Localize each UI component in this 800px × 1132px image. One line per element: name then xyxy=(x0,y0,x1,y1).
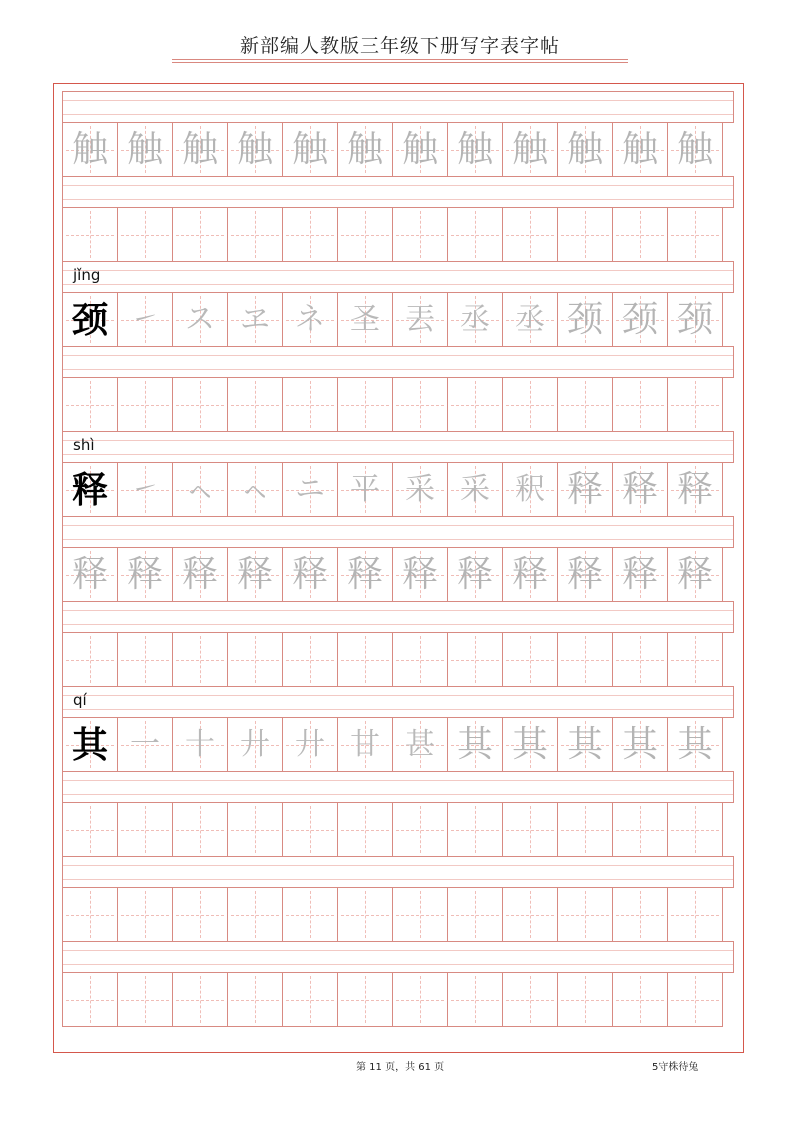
tianzige-cell[interactable] xyxy=(282,802,338,857)
pinyin-band xyxy=(62,91,734,123)
trace-character: 释 xyxy=(566,553,603,595)
pinyin-label: shì xyxy=(73,436,95,454)
tianzige-cell[interactable] xyxy=(667,377,723,432)
trace-character xyxy=(503,803,557,856)
trace-character: 其 xyxy=(676,723,713,765)
character-row xyxy=(62,292,734,347)
tianzige-cell[interactable] xyxy=(172,547,228,602)
trace-character xyxy=(118,803,172,856)
tianzige-cell[interactable] xyxy=(172,802,228,857)
tianzige-cell[interactable] xyxy=(117,377,173,432)
trace-character: 触 xyxy=(456,128,493,170)
lesson-label: 5守株待兔 xyxy=(652,1062,699,1073)
trace-character xyxy=(63,803,117,856)
trace-character: 触 xyxy=(621,128,658,170)
trace-character: 释 xyxy=(456,553,493,595)
tianzige-cell[interactable] xyxy=(337,547,393,602)
stroke-order-character: 甚 xyxy=(405,726,435,762)
tianzige-cell[interactable] xyxy=(667,887,723,942)
tianzige-cell[interactable] xyxy=(557,377,613,432)
tianzige-cell[interactable] xyxy=(282,462,338,517)
trace-character xyxy=(118,888,172,941)
stroke-order-character: 采 xyxy=(460,471,490,507)
tianzige-cell[interactable] xyxy=(337,802,393,857)
pinyin-band xyxy=(62,856,734,888)
tianzige-cell[interactable] xyxy=(612,802,668,857)
trace-character xyxy=(393,208,447,261)
tianzige-cell[interactable] xyxy=(117,292,173,347)
tianzige-cell[interactable] xyxy=(282,972,338,1027)
tianzige-cell[interactable] xyxy=(172,887,228,942)
tianzige-cell[interactable] xyxy=(62,207,118,262)
tianzige-cell[interactable] xyxy=(557,632,613,687)
trace-character xyxy=(448,888,502,941)
trace-character: 释 xyxy=(181,553,218,595)
trace-character: 释 xyxy=(511,553,548,595)
trace-character xyxy=(283,888,337,941)
tianzige-cell[interactable] xyxy=(502,207,558,262)
tianzige-cell[interactable] xyxy=(667,207,723,262)
tianzige-cell[interactable] xyxy=(612,292,668,347)
tianzige-cell[interactable] xyxy=(117,122,173,177)
tianzige-cell[interactable] xyxy=(502,887,558,942)
tianzige-cell[interactable] xyxy=(447,207,503,262)
character-row xyxy=(62,717,734,772)
stroke-order-character: ヱ xyxy=(240,301,270,337)
stroke-order-character: 甘 xyxy=(350,726,380,762)
tianzige-cell[interactable] xyxy=(62,462,118,517)
tianzige-cell[interactable] xyxy=(557,717,613,772)
trace-character xyxy=(173,633,227,686)
tianzige-cell[interactable] xyxy=(392,887,448,942)
tianzige-cell[interactable] xyxy=(62,717,118,772)
tianzige-cell[interactable] xyxy=(612,717,668,772)
trace-character xyxy=(393,378,447,431)
tianzige-cell[interactable] xyxy=(447,972,503,1027)
stroke-order-character: 采 xyxy=(405,471,435,507)
tianzige-cell[interactable] xyxy=(227,632,283,687)
trace-character xyxy=(668,633,722,686)
tianzige-cell[interactable] xyxy=(502,462,558,517)
trace-character: 颈 xyxy=(566,298,603,340)
tianzige-cell[interactable] xyxy=(227,207,283,262)
pinyin-band xyxy=(62,516,734,548)
trace-character xyxy=(503,208,557,261)
tianzige-cell[interactable] xyxy=(667,632,723,687)
trace-character xyxy=(228,803,282,856)
tianzige-cell[interactable] xyxy=(392,377,448,432)
tianzige-cell[interactable] xyxy=(557,887,613,942)
pinyin-band xyxy=(62,346,734,378)
tianzige-cell[interactable] xyxy=(557,122,613,177)
tianzige-cell[interactable] xyxy=(392,547,448,602)
trace-character: 释 xyxy=(236,553,273,595)
tianzige-cell[interactable] xyxy=(172,462,228,517)
tianzige-cell[interactable] xyxy=(337,377,393,432)
tianzige-cell[interactable] xyxy=(62,547,118,602)
tianzige-cell[interactable] xyxy=(62,632,118,687)
trace-character xyxy=(503,633,557,686)
trace-character xyxy=(228,208,282,261)
tianzige-cell[interactable] xyxy=(557,802,613,857)
trace-character xyxy=(63,378,117,431)
pinyin-band xyxy=(62,261,734,293)
tianzige-cell[interactable] xyxy=(172,972,228,1027)
tianzige-cell[interactable] xyxy=(502,547,558,602)
character-row xyxy=(62,547,734,602)
stroke-order-character: 釈 xyxy=(515,471,545,507)
trace-character xyxy=(63,633,117,686)
tianzige-cell[interactable] xyxy=(557,462,613,517)
trace-character: 触 xyxy=(291,128,328,170)
stroke-order-character: 丟 xyxy=(405,301,435,337)
trace-character xyxy=(558,888,612,941)
trace-character xyxy=(393,633,447,686)
trace-character xyxy=(613,378,667,431)
tianzige-cell[interactable] xyxy=(667,462,723,517)
tianzige-cell[interactable] xyxy=(447,632,503,687)
tianzige-cell[interactable] xyxy=(117,207,173,262)
tianzige-cell[interactable] xyxy=(172,292,228,347)
title-underline xyxy=(172,59,628,60)
pinyin-band xyxy=(62,771,734,803)
pinyin-band xyxy=(62,176,734,208)
tianzige-cell[interactable] xyxy=(502,292,558,347)
trace-character xyxy=(283,633,337,686)
stroke-order-character: 平 xyxy=(350,471,380,507)
tianzige-cell[interactable] xyxy=(282,292,338,347)
trace-character xyxy=(613,633,667,686)
trace-character: 其 xyxy=(621,723,658,765)
trace-character xyxy=(613,208,667,261)
stroke-order-character: ニ xyxy=(295,471,325,507)
tianzige-cell[interactable] xyxy=(282,547,338,602)
trace-character: 释 xyxy=(621,553,658,595)
tianzige-cell[interactable] xyxy=(447,887,503,942)
trace-character xyxy=(63,973,117,1026)
trace-character xyxy=(228,378,282,431)
tianzige-cell[interactable] xyxy=(667,292,723,347)
trace-character xyxy=(668,208,722,261)
tianzige-cell[interactable] xyxy=(117,462,173,517)
trace-character xyxy=(613,888,667,941)
tianzige-cell[interactable] xyxy=(612,547,668,602)
tianzige-cell[interactable] xyxy=(392,122,448,177)
tianzige-cell[interactable] xyxy=(612,887,668,942)
trace-character xyxy=(448,378,502,431)
stroke-order-character: 廾 xyxy=(295,726,325,762)
tianzige-cell[interactable] xyxy=(227,292,283,347)
trace-character xyxy=(503,378,557,431)
trace-character xyxy=(338,208,392,261)
tianzige-cell[interactable] xyxy=(227,887,283,942)
tianzige-cell[interactable] xyxy=(557,547,613,602)
tianzige-cell[interactable] xyxy=(282,122,338,177)
trace-character: 颈 xyxy=(621,298,658,340)
tianzige-cell[interactable] xyxy=(337,292,393,347)
tianzige-cell[interactable] xyxy=(392,632,448,687)
trace-character: 触 xyxy=(71,128,108,170)
tianzige-cell[interactable] xyxy=(447,717,503,772)
trace-character xyxy=(173,803,227,856)
tianzige-cell[interactable] xyxy=(172,207,228,262)
tianzige-cell[interactable] xyxy=(337,717,393,772)
trace-character xyxy=(393,973,447,1026)
tianzige-cell[interactable] xyxy=(117,717,173,772)
tianzige-cell[interactable] xyxy=(117,887,173,942)
trace-character xyxy=(228,973,282,1026)
model-character: 颈 xyxy=(71,298,108,341)
character-row xyxy=(62,122,734,177)
trace-character xyxy=(63,888,117,941)
trace-character xyxy=(228,888,282,941)
trace-character xyxy=(558,208,612,261)
title-underline xyxy=(172,62,628,63)
trace-character xyxy=(118,378,172,431)
tianzige-cell[interactable] xyxy=(227,547,283,602)
tianzige-cell[interactable] xyxy=(502,377,558,432)
trace-character xyxy=(558,633,612,686)
tianzige-cell[interactable] xyxy=(62,802,118,857)
model-character: 其 xyxy=(71,723,108,766)
trace-character xyxy=(668,973,722,1026)
tianzige-cell[interactable] xyxy=(337,887,393,942)
character-row xyxy=(62,377,734,432)
stroke-order-character: 十 xyxy=(185,726,215,762)
tianzige-cell[interactable] xyxy=(172,632,228,687)
character-row xyxy=(62,632,734,687)
model-character: 释 xyxy=(71,468,108,511)
character-row xyxy=(62,462,734,517)
trace-character xyxy=(283,208,337,261)
tianzige-cell[interactable] xyxy=(282,377,338,432)
tianzige-cell[interactable] xyxy=(62,292,118,347)
trace-character: 释 xyxy=(621,468,658,510)
trace-character: 颈 xyxy=(676,298,713,340)
trace-character xyxy=(173,973,227,1026)
tianzige-cell[interactable] xyxy=(667,972,723,1027)
trace-character: 触 xyxy=(126,128,163,170)
pinyin-band xyxy=(62,941,734,973)
stroke-order-character: 廾 xyxy=(240,726,270,762)
trace-character xyxy=(338,378,392,431)
trace-character xyxy=(448,803,502,856)
trace-character xyxy=(173,208,227,261)
tianzige-cell[interactable] xyxy=(117,972,173,1027)
trace-character: 触 xyxy=(346,128,383,170)
tianzige-cell[interactable] xyxy=(392,207,448,262)
tianzige-cell[interactable] xyxy=(392,802,448,857)
trace-character: 释 xyxy=(126,553,163,595)
character-row xyxy=(62,802,734,857)
tianzige-cell[interactable] xyxy=(392,292,448,347)
tianzige-cell[interactable] xyxy=(557,207,613,262)
tianzige-cell[interactable] xyxy=(62,887,118,942)
trace-character xyxy=(173,888,227,941)
trace-character: 释 xyxy=(566,468,603,510)
trace-character xyxy=(558,803,612,856)
trace-character: 触 xyxy=(181,128,218,170)
trace-character: 释 xyxy=(401,553,438,595)
tianzige-cell[interactable] xyxy=(172,377,228,432)
trace-character xyxy=(228,633,282,686)
tianzige-cell[interactable] xyxy=(447,292,503,347)
pinyin-band xyxy=(62,431,734,463)
trace-character xyxy=(668,888,722,941)
trace-character xyxy=(393,888,447,941)
tianzige-cell[interactable] xyxy=(337,632,393,687)
trace-character: 触 xyxy=(676,128,713,170)
tianzige-cell[interactable] xyxy=(447,462,503,517)
stroke-order-character: ㇀ xyxy=(130,471,160,507)
stroke-order-character: 一 xyxy=(130,726,160,762)
tianzige-cell[interactable] xyxy=(282,207,338,262)
trace-character xyxy=(283,973,337,1026)
trace-character xyxy=(668,803,722,856)
trace-character xyxy=(118,208,172,261)
trace-character: 触 xyxy=(566,128,603,170)
trace-character: 释 xyxy=(71,553,108,595)
pinyin-band xyxy=(62,686,734,718)
trace-character xyxy=(558,973,612,1026)
pinyin-label: jǐng xyxy=(73,266,101,284)
trace-character: 触 xyxy=(511,128,548,170)
trace-character: 其 xyxy=(511,723,548,765)
trace-character xyxy=(393,803,447,856)
tianzige-cell[interactable] xyxy=(227,717,283,772)
trace-character xyxy=(283,803,337,856)
trace-character xyxy=(448,633,502,686)
stroke-order-character: 丞 xyxy=(460,301,490,337)
pinyin-band xyxy=(62,601,734,633)
trace-character xyxy=(283,378,337,431)
tianzige-cell[interactable] xyxy=(282,887,338,942)
writing-grid xyxy=(62,91,734,1045)
trace-character xyxy=(613,973,667,1026)
trace-character: 触 xyxy=(401,128,438,170)
trace-character xyxy=(613,803,667,856)
tianzige-cell[interactable] xyxy=(612,122,668,177)
tianzige-cell[interactable] xyxy=(392,972,448,1027)
trace-character xyxy=(63,208,117,261)
trace-character: 其 xyxy=(456,723,493,765)
trace-character xyxy=(558,378,612,431)
stroke-order-character: ス xyxy=(185,301,215,337)
tianzige-cell[interactable] xyxy=(337,122,393,177)
trace-character: 释 xyxy=(676,553,713,595)
trace-character: 其 xyxy=(566,723,603,765)
tianzige-cell[interactable] xyxy=(172,717,228,772)
trace-character xyxy=(503,888,557,941)
tianzige-cell[interactable] xyxy=(557,972,613,1027)
tianzige-cell[interactable] xyxy=(227,462,283,517)
page-number: 第 11 页，共 61 页 xyxy=(356,1062,445,1073)
tianzige-cell[interactable] xyxy=(447,377,503,432)
pinyin-label: qí xyxy=(73,691,87,709)
trace-character xyxy=(118,973,172,1026)
tianzige-cell[interactable] xyxy=(282,632,338,687)
tianzige-cell[interactable] xyxy=(612,377,668,432)
trace-character: 释 xyxy=(676,468,713,510)
trace-character xyxy=(668,378,722,431)
tianzige-cell[interactable] xyxy=(667,802,723,857)
tianzige-cell[interactable] xyxy=(227,122,283,177)
trace-character xyxy=(338,633,392,686)
tianzige-cell[interactable] xyxy=(502,122,558,177)
tianzige-cell[interactable] xyxy=(337,207,393,262)
character-row xyxy=(62,207,734,262)
tianzige-cell[interactable] xyxy=(117,547,173,602)
tianzige-cell[interactable] xyxy=(392,717,448,772)
tianzige-cell[interactable] xyxy=(557,292,613,347)
tianzige-cell[interactable] xyxy=(612,632,668,687)
stroke-order-character: ㇸ xyxy=(240,471,270,507)
tianzige-cell[interactable] xyxy=(502,802,558,857)
tianzige-cell[interactable] xyxy=(227,377,283,432)
tianzige-cell[interactable] xyxy=(227,802,283,857)
trace-character xyxy=(503,973,557,1026)
tianzige-cell[interactable] xyxy=(62,122,118,177)
tianzige-cell[interactable] xyxy=(502,717,558,772)
tianzige-cell[interactable] xyxy=(612,207,668,262)
tianzige-cell[interactable] xyxy=(282,717,338,772)
tianzige-cell[interactable] xyxy=(227,972,283,1027)
tianzige-cell[interactable] xyxy=(62,972,118,1027)
trace-character xyxy=(118,633,172,686)
tianzige-cell[interactable] xyxy=(172,122,228,177)
tianzige-cell[interactable] xyxy=(337,462,393,517)
stroke-order-character: ネ xyxy=(295,301,325,337)
character-row xyxy=(62,887,734,942)
page-title: 新部编人教版三年级下册写字表字帖 xyxy=(239,35,560,57)
tianzige-cell[interactable] xyxy=(612,972,668,1027)
tianzige-cell[interactable] xyxy=(502,972,558,1027)
stroke-order-character: ㇸ xyxy=(185,471,215,507)
trace-character: 释 xyxy=(346,553,383,595)
stroke-order-character: 丞 xyxy=(515,301,545,337)
trace-character xyxy=(173,378,227,431)
tianzige-cell[interactable] xyxy=(117,802,173,857)
trace-character xyxy=(338,803,392,856)
trace-character xyxy=(448,973,502,1026)
trace-character: 释 xyxy=(291,553,328,595)
trace-character xyxy=(338,888,392,941)
tianzige-cell[interactable] xyxy=(337,972,393,1027)
trace-character xyxy=(338,973,392,1026)
trace-character xyxy=(448,208,502,261)
tianzige-cell[interactable] xyxy=(447,122,503,177)
stroke-order-character: ㇀ xyxy=(130,301,160,337)
tianzige-cell[interactable] xyxy=(502,632,558,687)
character-row xyxy=(62,972,734,1027)
tianzige-cell[interactable] xyxy=(392,462,448,517)
tianzige-cell[interactable] xyxy=(612,462,668,517)
stroke-order-character: 圣 xyxy=(350,301,380,337)
tianzige-cell[interactable] xyxy=(62,377,118,432)
trace-character: 触 xyxy=(236,128,273,170)
tianzige-cell[interactable] xyxy=(667,717,723,772)
tianzige-cell[interactable] xyxy=(117,632,173,687)
tianzige-cell[interactable] xyxy=(667,547,723,602)
tianzige-cell[interactable] xyxy=(667,122,723,177)
tianzige-cell[interactable] xyxy=(447,802,503,857)
tianzige-cell[interactable] xyxy=(447,547,503,602)
